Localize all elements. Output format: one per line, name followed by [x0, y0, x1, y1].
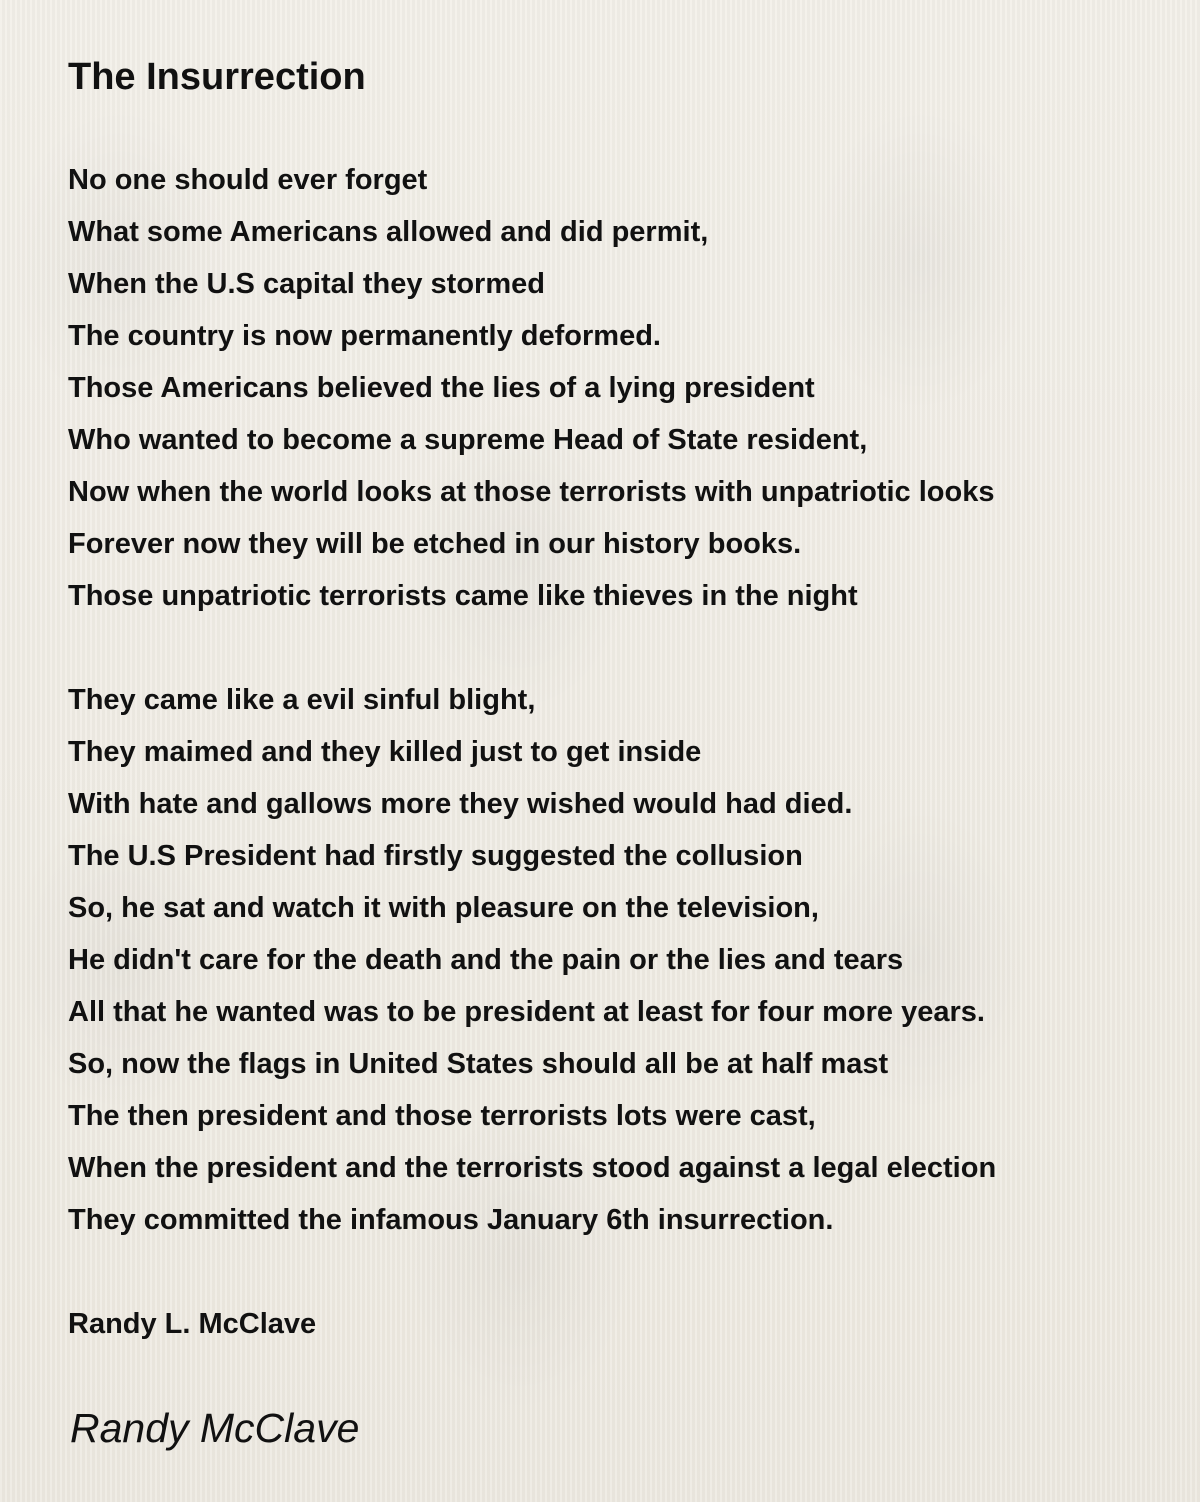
poem-line: They came like a evil sinful blight,: [68, 684, 536, 716]
poem-line: What some Americans allowed and did permit,: [68, 216, 709, 248]
poem-line: They committed the infamous January 6th insurrection.: [68, 1204, 834, 1236]
stanza-2: [68, 674, 1158, 1246]
poem-line: The country is now permanently deformed.: [68, 320, 661, 352]
poem-line: Forever now they will be etched in our history books.: [68, 528, 802, 560]
poem-line: He didn't care for the death and the pain or the lies and tears: [68, 944, 904, 976]
poem-container: [68, 52, 1158, 1350]
poem-line: Those Americans believed the lies of a lying president: [68, 372, 815, 404]
poem-line: When the U.S capital they stormed: [68, 268, 545, 300]
poem-line: With hate and gallows more they wished would had died.: [68, 788, 853, 820]
poem-line: All that he wanted was to be president at least for four more years.: [68, 996, 985, 1028]
poem-line: When the president and the terrorists stood against a legal election: [68, 1152, 997, 1184]
poem-line: So, he sat and watch it with pleasure on the television,: [68, 892, 819, 924]
poem-line: The then president and those terrorists lots were cast,: [68, 1100, 816, 1132]
poem-line: Now when the world looks at those terrorists with unpatriotic looks: [68, 476, 995, 508]
author-signature: Randy McClave: [70, 1405, 360, 1451]
poem-line: The U.S President had firstly suggested the collusion: [68, 840, 803, 872]
poem-line: No one should ever forget: [68, 164, 428, 196]
poem-line: Those unpatriotic terrorists came like thieves in the night: [68, 580, 858, 612]
poem-line: Who wanted to become a supreme Head of State resident,: [68, 424, 868, 456]
poem-author: Randy L. McClave: [68, 1308, 317, 1340]
poem-title: The Insurrection: [68, 56, 366, 98]
stanza-1: [68, 154, 1158, 622]
poem-line: They maimed and they killed just to get inside: [68, 736, 702, 768]
stanza-divider: [68, 622, 1158, 674]
poem-line: So, now the flags in United States should all be at half mast: [68, 1048, 889, 1080]
